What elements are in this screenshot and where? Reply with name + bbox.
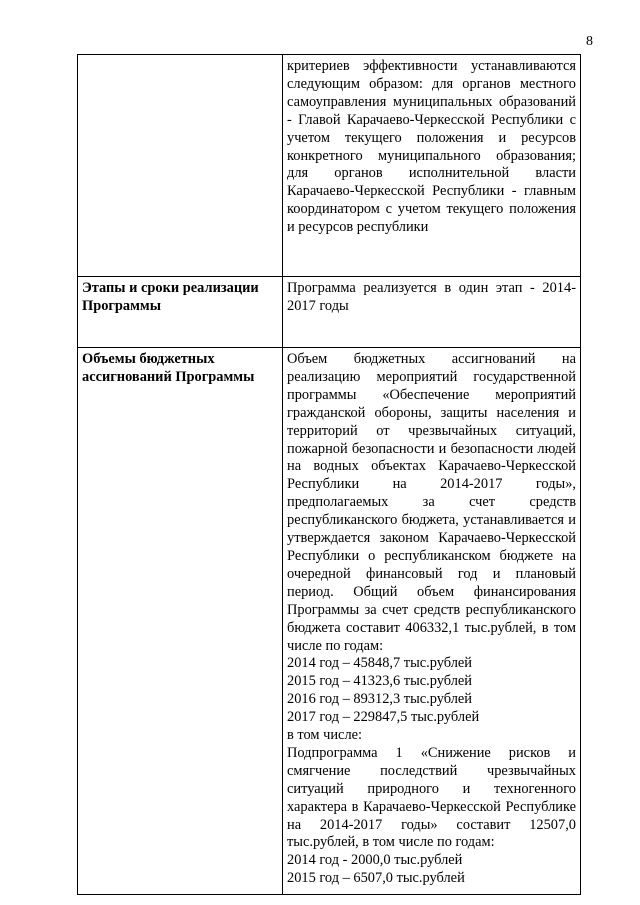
budget-year-2016: 2016 год – 89312,3 тыс.рублей xyxy=(287,691,472,708)
stages-text: Программа реализуется в один этап - 2014-2017 годы xyxy=(283,277,581,348)
stages-label: Этапы и сроки реализации Программы xyxy=(78,277,283,348)
program-passport-table xyxy=(77,54,581,895)
subprogram-1-paragraph: Подпрограмма 1 «Снижение рисков и смягчение последствий чрезвычайных ситуаций природного и техногенного характера в Карачаево-Черкесской Республике на 2014-2017 годы» составит 12507,0 тыс.рублей, в том числе по годам: xyxy=(287,744,576,851)
budget-text xyxy=(283,348,581,895)
table-row xyxy=(78,55,581,277)
page-number: 8 xyxy=(586,34,593,49)
row-label xyxy=(78,55,283,277)
budget-label: Объемы бюджетных ассигнований Программы xyxy=(78,348,283,895)
budget-year-2017: 2017 год – 229847,5 тыс.рублей xyxy=(287,709,480,726)
subprogram-1-year-2014: 2014 год - 2000,0 тыс.рублей xyxy=(287,852,463,869)
budget-year-2014: 2014 год – 45848,7 тыс.рублей xyxy=(287,655,472,672)
including-label: в том числе: xyxy=(287,727,363,744)
table-row xyxy=(78,348,581,895)
table-row xyxy=(78,277,581,348)
budget-intro-paragraph: Объем бюджетных ассигнований на реализацию мероприятий государственной программы «Обеспечение мероприятий гражданской обороны, защиты населения и территорий от чрезвычайных ситуаций, пожарной безопасности и безопасности людей на водных объектах Карачаево-Черкесской Республики на 2014-2017 годы», предполагаемых за счет средств республиканского бюджета, устанавливается и утверждается законом Карачаево-Черкесской Республики о республиканском бюджете на очередной финансовый год и плановый период. Общий объем финансирования Программы за счет средств республиканского бюджета составит 406332,1 тыс.рублей, в том числе по годам: xyxy=(287,351,576,654)
criteria-text: критериев эффективности устанавливаются следующим образом: для органов местного самоуправления муниципальных образований - Главой Карачаево-Черкесской Республики с учетом текущего положения и ресурсов конкретного муниципального образования; для органов исполнительной власти Карачаево-Черкесской Республики - главным координатором с учетом текущего положения и ресурсов республики xyxy=(283,55,581,277)
budget-year-2015: 2015 год – 41323,6 тыс.рублей xyxy=(287,673,472,690)
subprogram-1-year-2015: 2015 год – 6507,0 тыс.рублей xyxy=(287,870,465,887)
